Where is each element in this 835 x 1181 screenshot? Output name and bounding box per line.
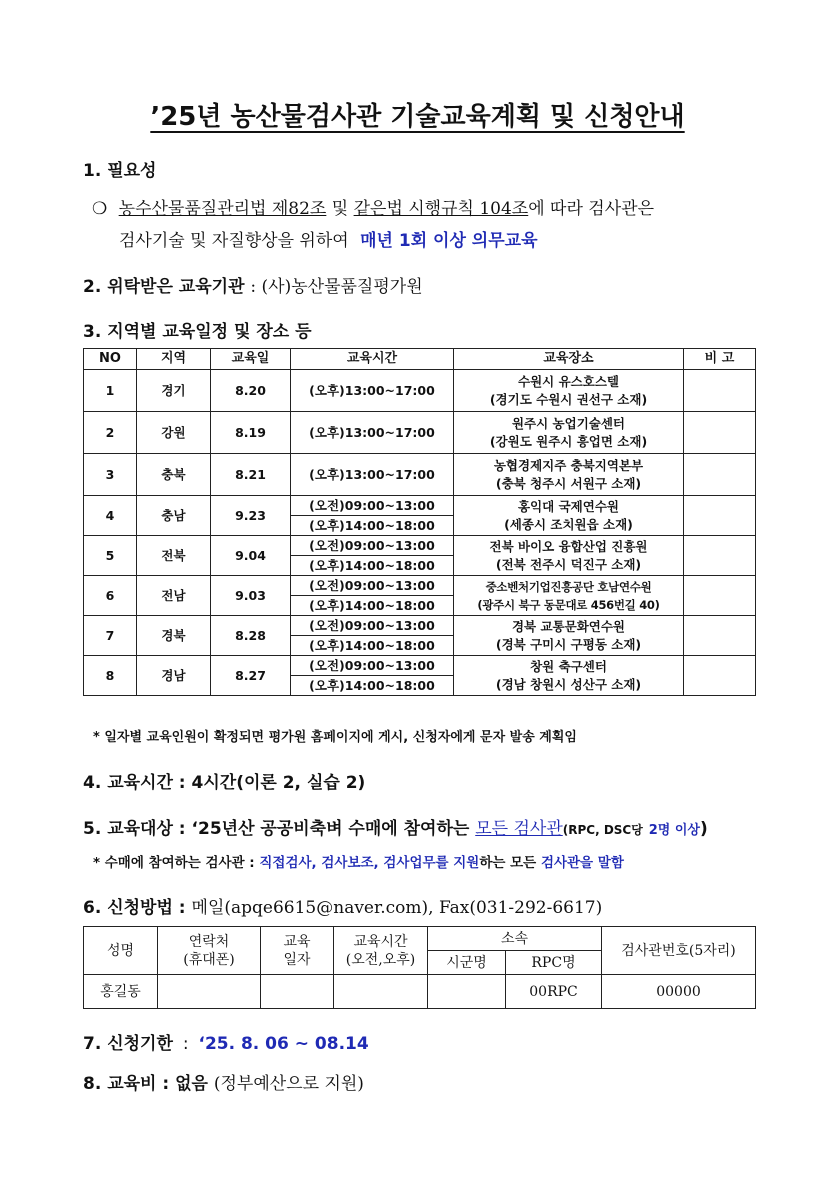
schedule-cell-place xyxy=(454,616,684,656)
schedule-header-row xyxy=(84,349,756,370)
place-name: 수원시 유스호스텔 xyxy=(518,373,619,389)
schedule-cell-date: 8.20 xyxy=(211,370,291,412)
schedule-cell-time: (오후)14:00~18:00 xyxy=(291,516,454,536)
apply-cell-inspector-id: 00000 xyxy=(602,975,756,1009)
apply-cell-time xyxy=(334,975,428,1009)
schedule-cell-place xyxy=(454,454,684,496)
apply-header-name: 성명 xyxy=(84,927,158,975)
place-address: (세종시 조치원읍 소재) xyxy=(504,516,633,532)
apply-cell-date xyxy=(261,975,334,1009)
target-count: 2명 이상 xyxy=(648,823,700,838)
schedule-cell-time: (오후)14:00~18:00 xyxy=(291,676,454,696)
place-name: 원주시 농업기술센터 xyxy=(511,415,626,431)
schedule-cell-note xyxy=(684,576,756,616)
schedule-cell-region: 경남 xyxy=(137,656,211,696)
schedule-cell-date: 8.21 xyxy=(211,454,291,496)
section-6: 6. 신청방법 : 메일(apqe6615@naver.com), Fax(031-292-6617) xyxy=(83,898,603,918)
schedule-table xyxy=(83,348,756,696)
place-name: 전북 바이오 융합산업 진흥원 xyxy=(489,538,648,554)
place-address: (충북 청주시 서원구 소재) xyxy=(495,475,642,491)
schedule-cell-date: 8.27 xyxy=(211,656,291,696)
mandatory-education-emphasis: 매년 1회 이상 의무교육 xyxy=(360,231,538,251)
apply-header-contact: 연락처 (휴대폰) xyxy=(158,927,261,975)
place-name: 홍익대 국제연수원 xyxy=(518,498,619,514)
schedule-cell-region: 경북 xyxy=(137,616,211,656)
schedule-row xyxy=(84,454,756,496)
section-5: 5. 교육대상 : ‘25년산 공공비축벼 수매에 참여하는 모든 검사관(RPC, DSC당 2명 이상) xyxy=(83,819,708,839)
section-1-line-2: 검사기술 및 자질향상을 위하여 매년 1회 이상 의무교육 xyxy=(119,231,538,251)
schedule-cell-region: 충북 xyxy=(137,454,211,496)
apply-header-city: 시군명 xyxy=(428,951,506,975)
schedule-cell-time: (오후)13:00~17:00 xyxy=(291,370,454,412)
apply-header-rpc: RPC명 xyxy=(506,951,602,975)
schedule-cell-time: (오후)13:00~17:00 xyxy=(291,454,454,496)
schedule-cell-note xyxy=(684,536,756,576)
schedule-cell-place xyxy=(454,656,684,696)
schedule-cell-place xyxy=(454,536,684,576)
law-reference-2: 같은법 시행규칙 104조 xyxy=(353,199,529,219)
schedule-cell-no: 6 xyxy=(84,576,137,616)
schedule-cell-time: (오후)13:00~17:00 xyxy=(291,412,454,454)
schedule-cell-date: 9.03 xyxy=(211,576,291,616)
schedule-cell-note xyxy=(684,454,756,496)
schedule-cell-time: (오전)09:00~13:00 xyxy=(291,616,454,636)
place-name: 경북 교통문화연수원 xyxy=(511,618,626,634)
place-address: (경남 창원시 성산구 소재) xyxy=(495,676,642,692)
education-institution: : (사)농산물품질평가원 xyxy=(250,277,423,297)
schedule-cell-region: 충남 xyxy=(137,496,211,536)
schedule-cell-note xyxy=(684,370,756,412)
place-address: (광주시 북구 동문대로 456번길 40) xyxy=(477,597,660,612)
application-form-table xyxy=(83,926,756,1009)
place-name: 농협경제지주 충북지역본부 xyxy=(493,457,644,473)
schedule-row xyxy=(84,370,756,412)
schedule-cell-note xyxy=(684,412,756,454)
place-address: (강원도 원주시 흥업면 소재) xyxy=(489,433,648,449)
schedule-cell-date: 9.04 xyxy=(211,536,291,576)
section-2: 2. 위탁받은 교육기관 : (사)농산물품질평가원 xyxy=(83,277,423,297)
schedule-cell-no: 5 xyxy=(84,536,137,576)
col-header-place: 교육장소 xyxy=(454,349,684,370)
section-1-line-1: ❍ 농수산물품질관리법 제82조 및 같은법 시행규칙 104조에 따라 검사관은 xyxy=(92,199,654,219)
schedule-row xyxy=(84,496,756,516)
schedule-cell-no: 7 xyxy=(84,616,137,656)
apply-cell-rpc: 00RPC xyxy=(506,975,602,1009)
apply-cell-city xyxy=(428,975,506,1009)
target-note: * 수매에 참여하는 검사관 : 직접검사, 검사보조, 검사업무를 지원하는 모든 검사관을 말함 xyxy=(93,855,624,871)
section-1-heading: 1. 필요성 xyxy=(83,161,157,181)
schedule-cell-time: (오전)09:00~13:00 xyxy=(291,496,454,516)
schedule-row xyxy=(84,536,756,556)
section-4: 4. 교육시간 : 4시간(이론 2, 실습 2) xyxy=(83,773,366,793)
apply-example-row xyxy=(84,975,756,1009)
schedule-cell-note xyxy=(684,496,756,536)
col-header-note: 비 고 xyxy=(684,349,756,370)
schedule-note: * 일자별 교육인원이 확정되면 평가원 홈페이지에 게시, 신청자에게 문자 발송 계획임 xyxy=(93,730,577,745)
place-name: 창원 축구센터 xyxy=(530,658,607,674)
schedule-cell-place xyxy=(454,496,684,536)
place-address: (경기도 수원시 권선구 소재) xyxy=(489,391,648,407)
schedule-cell-date: 8.19 xyxy=(211,412,291,454)
apply-cell-name: 홍길동 xyxy=(84,975,158,1009)
schedule-row xyxy=(84,616,756,636)
schedule-cell-no: 3 xyxy=(84,454,137,496)
section-8: 8. 교육비 : 없음 (정부예산으로 지원) xyxy=(83,1074,364,1094)
application-deadline: ‘25. 8. 06 ~ 08.14 xyxy=(198,1034,369,1054)
col-header-no: NO xyxy=(84,349,137,370)
schedule-cell-no: 2 xyxy=(84,412,137,454)
schedule-cell-no: 1 xyxy=(84,370,137,412)
education-cost-note: (정부예산으로 지원) xyxy=(213,1074,364,1094)
schedule-cell-time: (오전)09:00~13:00 xyxy=(291,536,454,556)
schedule-cell-time: (오후)14:00~18:00 xyxy=(291,596,454,616)
schedule-cell-date: 9.23 xyxy=(211,496,291,536)
section-7: 7. 신청기한 : ‘25. 8. 06 ~ 08.14 xyxy=(83,1034,369,1054)
schedule-cell-date: 8.28 xyxy=(211,616,291,656)
schedule-row xyxy=(84,656,756,676)
schedule-cell-place xyxy=(454,412,684,454)
application-contact: 메일(apqe6615@naver.com), Fax(031-292-6617) xyxy=(191,898,603,918)
schedule-cell-time: (오후)14:00~18:00 xyxy=(291,636,454,656)
schedule-cell-no: 8 xyxy=(84,656,137,696)
apply-cell-contact xyxy=(158,975,261,1009)
apply-header-affiliation: 소속 xyxy=(428,927,602,951)
apply-header-row-1 xyxy=(84,927,756,951)
schedule-cell-place xyxy=(454,576,684,616)
place-name: 중소벤처기업진흥공단 호남연수원 xyxy=(485,579,652,594)
schedule-cell-time: (오후)14:00~18:00 xyxy=(291,556,454,576)
schedule-cell-time: (오전)09:00~13:00 xyxy=(291,576,454,596)
col-header-region: 지역 xyxy=(137,349,211,370)
col-header-date: 교육일 xyxy=(211,349,291,370)
place-address: (전북 전주시 덕진구 소재) xyxy=(495,556,642,572)
schedule-cell-region: 강원 xyxy=(137,412,211,454)
schedule-cell-no: 4 xyxy=(84,496,137,536)
bullet: ❍ xyxy=(92,199,108,219)
page-title: ’25년 농산물검사관 기술교육계획 및 신청안내 xyxy=(150,102,685,132)
target-all-inspectors: 모든 검사관 xyxy=(475,819,563,839)
place-address: (경북 구미시 구평동 소재) xyxy=(495,636,642,652)
col-header-time: 교육시간 xyxy=(291,349,454,370)
section-3-heading: 3. 지역별 교육일정 및 장소 등 xyxy=(83,322,312,342)
schedule-cell-note xyxy=(684,656,756,696)
apply-header-time: 교육시간 (오전,오후) xyxy=(334,927,428,975)
schedule-cell-region: 경기 xyxy=(137,370,211,412)
schedule-cell-region: 전남 xyxy=(137,576,211,616)
schedule-cell-time: (오전)09:00~13:00 xyxy=(291,656,454,676)
schedule-row xyxy=(84,412,756,454)
schedule-cell-place xyxy=(454,370,684,412)
schedule-cell-note xyxy=(684,616,756,656)
schedule-cell-region: 전북 xyxy=(137,536,211,576)
law-reference-1: 농수산물품질관리법 제82조 xyxy=(118,199,327,219)
apply-header-date: 교육 일자 xyxy=(261,927,334,975)
schedule-row xyxy=(84,576,756,596)
apply-header-inspector-id: 검사관번호(5자리) xyxy=(602,927,756,975)
